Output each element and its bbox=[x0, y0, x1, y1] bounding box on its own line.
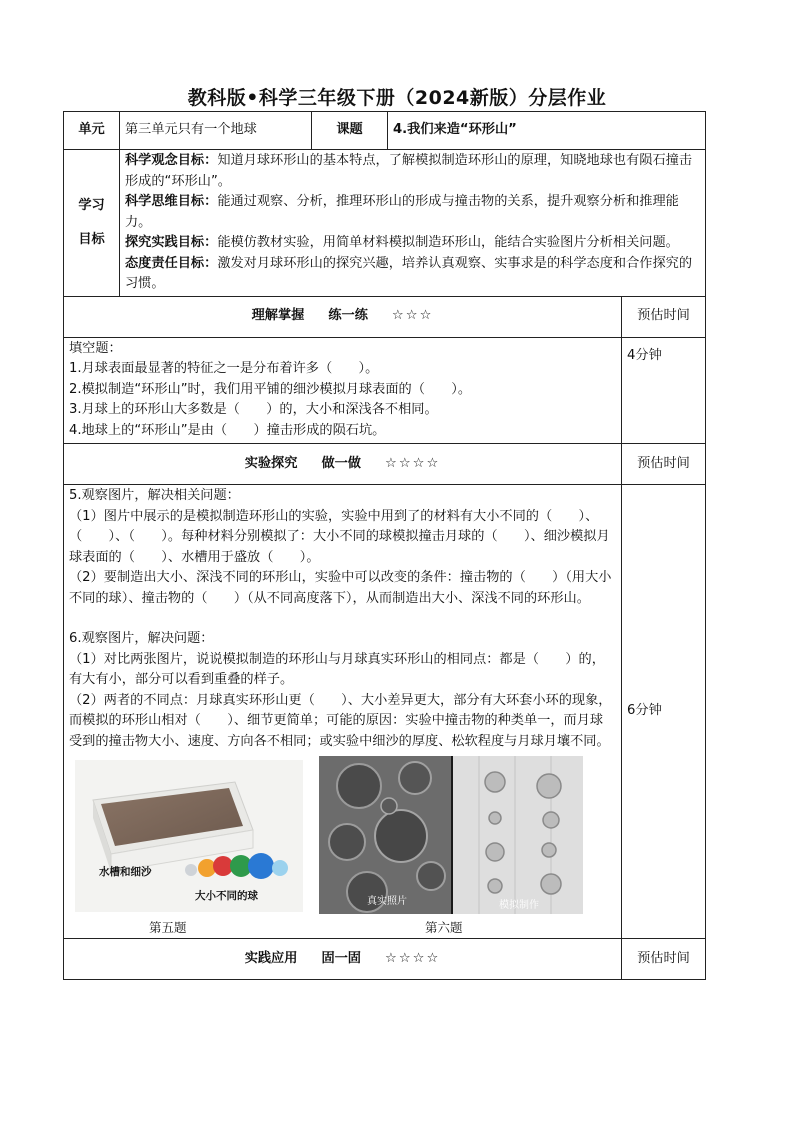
question-line: （1）图片中展示的是模拟制造环形山的实验，实验中用到了的材料有大小不同的（ ）、（ ）、（ ）。每种材料分别模拟了：大小不同的球模拟撞击月球的（ ）、细沙模拟月球表面的（ ）、水槽用于盛放（ ）。 bbox=[69, 508, 610, 565]
figures bbox=[69, 756, 616, 936]
objective-item: 探究实践目标：能模仿教材实验，用简单材料模拟制造环形山，能结合实验图片分析相关问题。 bbox=[125, 235, 679, 250]
objective-item: 科学思维目标：能通过观察、分析，推理环形山的形成与撞击物的关系，提升观察分析和推理能力。 bbox=[125, 194, 679, 230]
sand-tray-illustration bbox=[75, 760, 303, 912]
figure-6-label-model: 模拟制作 bbox=[499, 900, 539, 911]
section1-questions bbox=[64, 337, 622, 444]
question-line: （1）对比两张图片，说说模拟制造的环形山与月球真实环形山的相同点：都是（ ）的，有大有小，部分可以看到重叠的样子。 bbox=[69, 651, 605, 687]
section2-time-header: 预估时间 bbox=[622, 444, 706, 485]
section1-title: 理解掌握 练一练 ☆☆☆ bbox=[64, 296, 622, 337]
objective-item: 态度责任目标：激发对月球环形山的探究兴趣，培养认真观察、实事求是的科学态度和合作探究的习惯。 bbox=[125, 255, 693, 291]
section1-header-row bbox=[64, 296, 706, 337]
figure-6-image bbox=[319, 756, 583, 914]
objectives-label bbox=[64, 150, 120, 297]
unit-value: 第三单元只有一个地球 bbox=[120, 112, 312, 150]
figure-5-image bbox=[75, 760, 303, 912]
section1-time-header: 预估时间 bbox=[622, 296, 706, 337]
stars-rating: ☆☆☆☆ bbox=[385, 455, 441, 471]
stars-rating: ☆☆☆☆ bbox=[385, 950, 441, 966]
section2-questions bbox=[64, 485, 622, 939]
header-row bbox=[64, 112, 706, 150]
objective-item: 科学观念目标：知道月球环形山的基本特点，了解模拟制造环形山的原理，知晓地球也有陨石撞击形成的“环形山”。 bbox=[125, 153, 693, 189]
section2-time: 6分钟 bbox=[622, 485, 706, 939]
question-line: 2.模拟制造“环形山”时，我们用平铺的细沙模拟月球表面的（ ）。 bbox=[69, 381, 472, 397]
objectives-label-bottom: 目标 bbox=[78, 231, 105, 247]
question-line: （2）两者的不同点：月球真实环形山更（ ）、大小差异更大，部分有大环套小环的现象，而模拟的环形山相对（ ）、细节更简单；可能的原因：实验中撞击物的种类单一，而月球受到的撞击物大小、速度、方向各不相同；或实验中细沙的厚度、松软程度与月球月壤不同。 bbox=[69, 692, 612, 749]
section3-title: 实践应用 固一固 ☆☆☆☆ bbox=[64, 939, 622, 980]
section2-body-row bbox=[64, 485, 706, 939]
worksheet-table bbox=[63, 111, 706, 980]
crater-comparison-illustration bbox=[319, 756, 583, 914]
question-line: 3.月球上的环形山大多数是（ ）的，大小和深浅各不相同。 bbox=[69, 402, 438, 417]
section2-title: 实验探究 做一做 ☆☆☆☆ bbox=[64, 444, 622, 485]
figure-6-caption: 第六题 bbox=[425, 920, 463, 935]
objectives-label-top: 学习 bbox=[78, 197, 105, 213]
question-line: 5.观察图片，解决相关问题： bbox=[69, 488, 240, 503]
lesson-label: 课题 bbox=[312, 112, 388, 150]
section3-time-header: 预估时间 bbox=[622, 939, 706, 980]
question-line: 4.地球上的“环形山”是由（ ）撞击形成的陨石坑。 bbox=[69, 422, 386, 438]
figure-6-label-real: 真实照片 bbox=[367, 896, 407, 907]
page-title: 教科版•科学三年级下册（2024新版）分层作业 bbox=[187, 87, 607, 109]
figure-5-label-tray: 水槽和细沙 bbox=[99, 866, 152, 878]
stars-rating: ☆☆☆ bbox=[391, 308, 434, 324]
objectives-content bbox=[120, 150, 706, 297]
section2-header-row bbox=[64, 444, 706, 485]
unit-label: 单元 bbox=[64, 112, 120, 150]
section1-time: 4分钟 bbox=[622, 337, 706, 444]
question-line: 1.月球表面最显著的特征之一是分布着许多（ ）。 bbox=[69, 361, 379, 376]
question-line: 6.观察图片，解决问题： bbox=[69, 631, 214, 646]
lesson-value: 4.我们来造“环形山” bbox=[388, 112, 706, 150]
figure-5-label-balls: 大小不同的球 bbox=[195, 890, 258, 902]
question-line: （2）要制造出大小、深浅不同的环形山，实验中可以改变的条件：撞击物的（ ）（用大小不同的球）、撞击物的（ ）（从不同高度落下），从而制造出大小、深浅不同的环形山。 bbox=[69, 570, 612, 606]
figure-5-caption: 第五题 bbox=[149, 920, 187, 935]
objectives-row bbox=[64, 150, 706, 297]
question-line: 填空题： bbox=[69, 340, 122, 356]
section3-header-row bbox=[64, 939, 706, 980]
section1-body-row bbox=[64, 337, 706, 444]
